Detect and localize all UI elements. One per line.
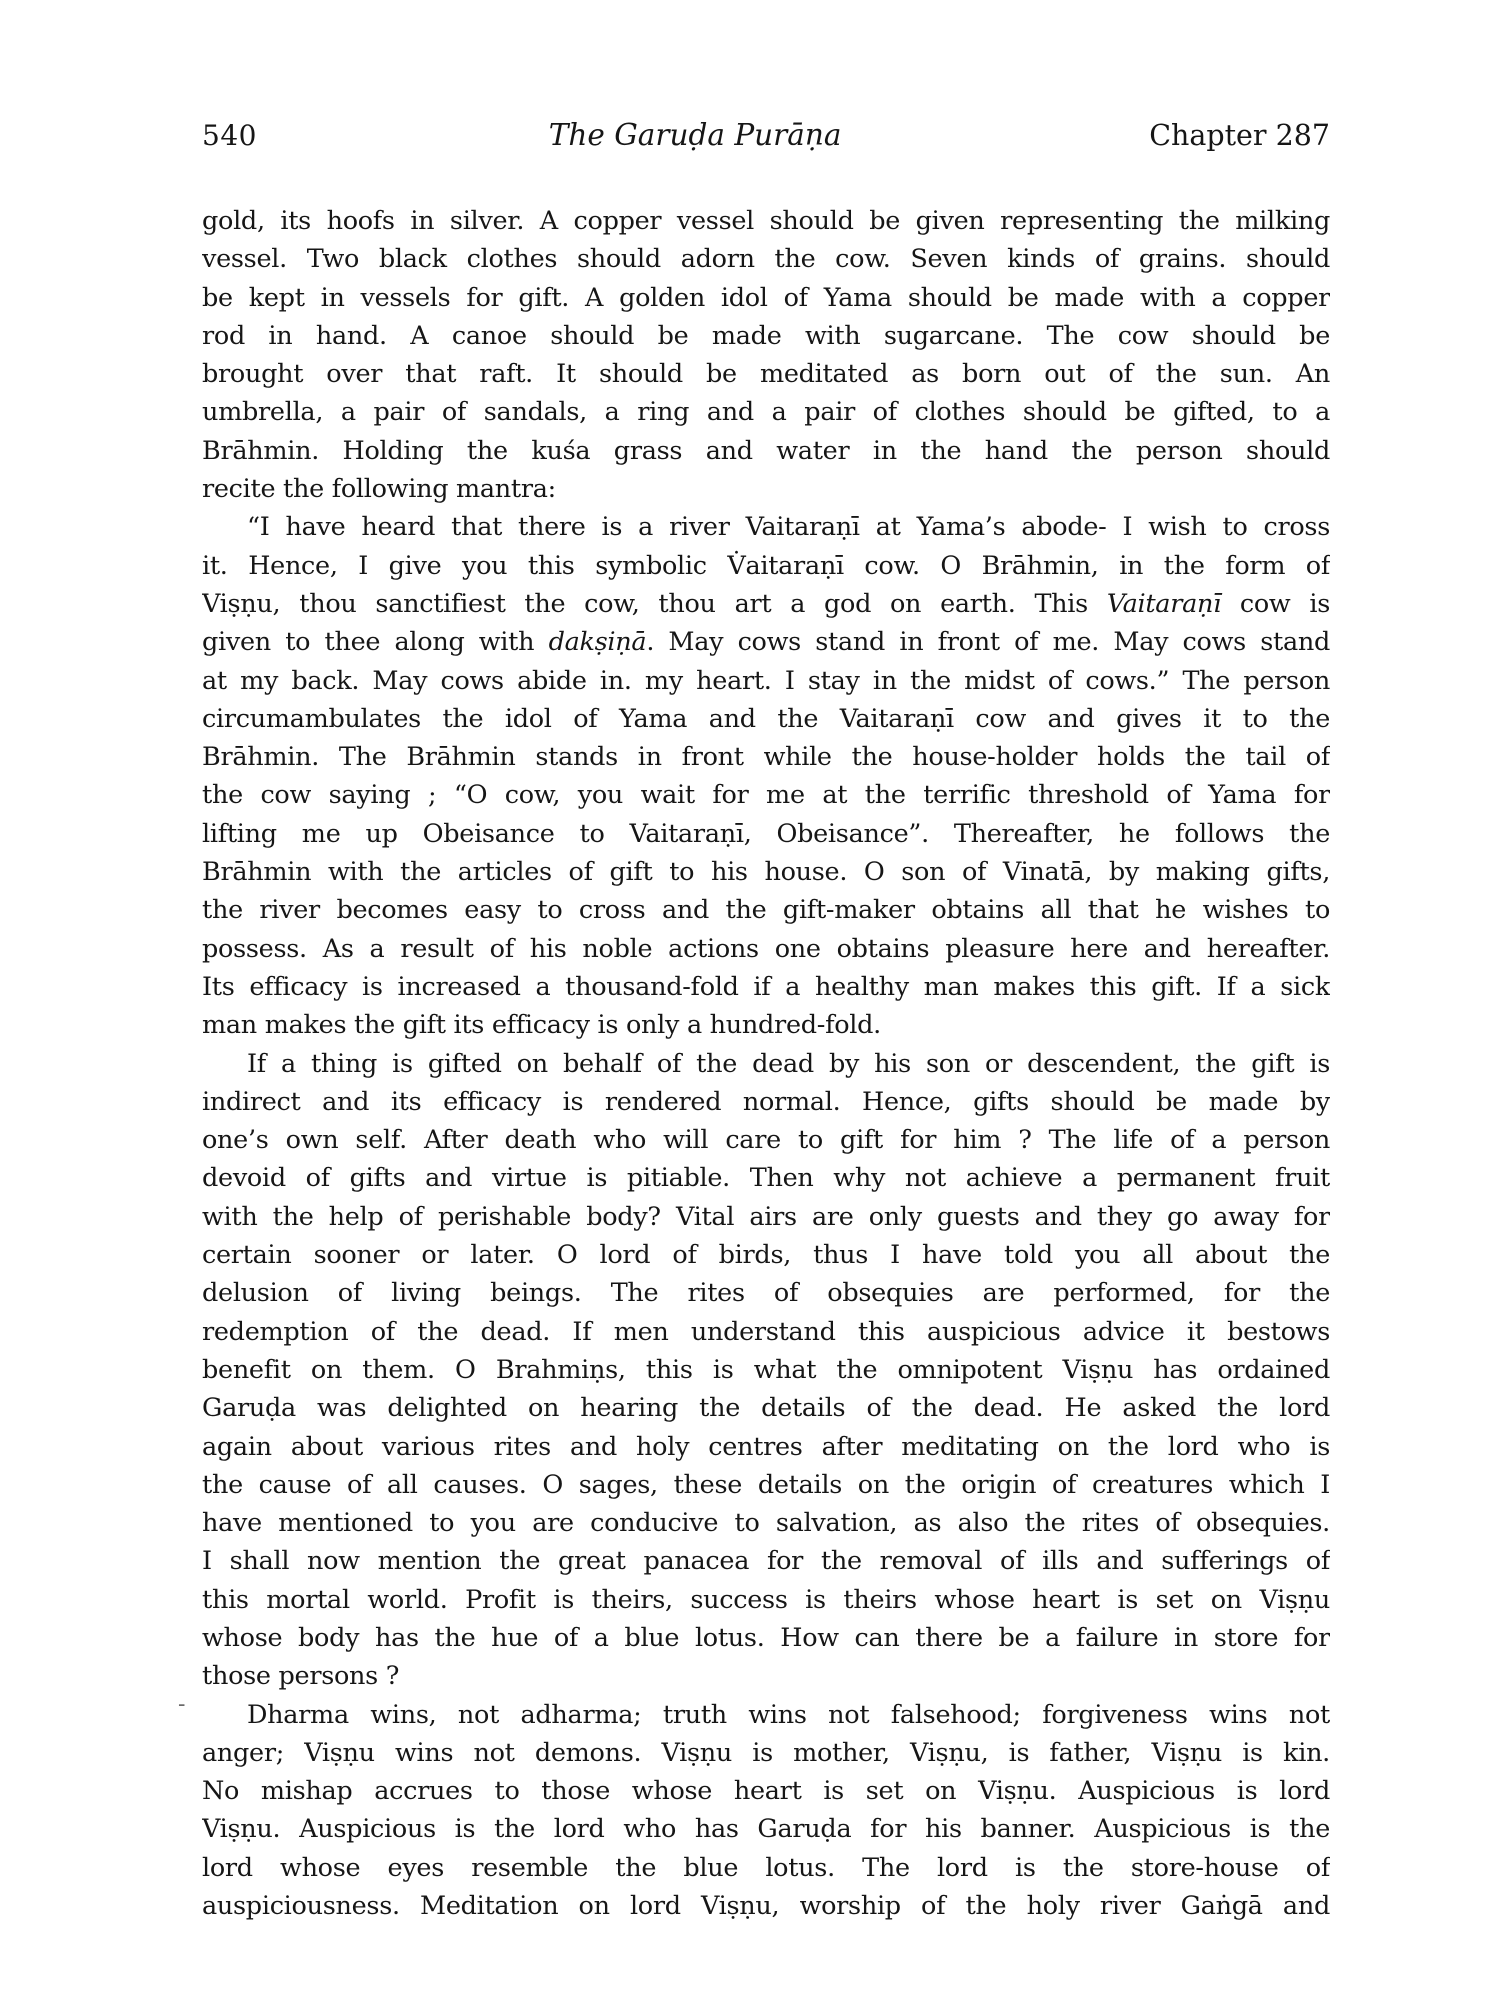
text-line: gold, its hoofs in silver. A copper vessel should be given representing the milking [202,206,1330,236]
text-line: auspiciousness. Meditation on lord Viṣṇu, worship of the holy river Gaṅgā and [202,1891,1330,1922]
text-line: Its efficacy is increased a thousand-fold if a healthy man makes this gift. If a sick [202,971,1330,1002]
text-line: delusion of living beings. The rites of obsequies are performed, for the [202,1278,1330,1309]
text-line: vessel. Two black clothes should adorn the cow. Seven kinds of grains. should [202,244,1330,275]
chapter-label: Chapter 287 [1149,119,1330,152]
text-line: whose body has the hue of a blue lotus. How can there be a failure in store for [202,1622,1330,1653]
text-line: circumambulates the idol of Yama and the Vaitaraṇī cow and gives it to the [202,703,1330,734]
text-line: Viṣṇu, thou sanctifiest the cow, thou art a god on earth. This Vaitaraṇī cow is [202,588,1330,619]
text-line: it. Hence, I give you this symbolic V̇aitaraṇī cow. O Brāhmin, in the form of [202,550,1330,581]
text-line: benefit on them. O Brahmiṇs, this is what the omnipotent Viṣṇu has ordained [202,1354,1330,1385]
text-line: given to thee along with dakṣiṇā. May cows stand in front of me. May cows stand [202,627,1330,658]
text-line: anger; Viṣṇu wins not demons. Viṣṇu is mother, Viṣṇu, is father, Viṣṇu is kin. [202,1737,1330,1768]
text-line: again about various rites and holy centres after meditating on the lord who is [202,1431,1330,1462]
page-header [202,118,1330,152]
text-line: I shall now mention the great panacea for the removal of ills and sufferings of [202,1546,1330,1577]
text-line: No mishap accrues to those whose heart is set on Viṣṇu. Auspicious is lord [202,1776,1330,1807]
text-line: with the help of perishable body? Vital airs are only guests and they go away for [202,1201,1330,1232]
page-number: 540 [202,119,257,152]
text-line: lord whose eyes resemble the blue lotus. The lord is the store-house of [202,1852,1330,1883]
text-line: brought over that raft. It should be meditated as born out of the sun. An [202,359,1330,390]
text-line: recite the following mantra: [202,474,556,505]
text-line: devoid of gifts and virtue is pitiable. Then why not achieve a permanent fruit [202,1163,1330,1194]
text-line: possess. As a result of his noble actions one obtains pleasure here and hereafter. [202,933,1330,964]
text-line: have mentioned to you are conducive to salvation, as also the rites of obsequies. [202,1508,1330,1539]
text-line: Viṣṇu. Auspicious is the lord who has Garuḍa for his banner. Auspicious is the [202,1814,1330,1845]
text-line: lifting me up Obeisance to Vaitaraṇī, Obeisance”. Thereafter, he follows the [202,818,1330,849]
text-line: redemption of the dead. If men understand this auspicious advice it bestows [202,1316,1330,1347]
text-line: Brāhmin. Holding the kuśa grass and water in the hand the person should [202,435,1330,466]
text-line: the cause of all causes. O sages, these details on the origin of creatures which I [202,1469,1330,1500]
text-line: If a thing is gifted on behalf of the dead by his son or descendent, the gift is [247,1048,1330,1079]
text-line: rod in hand. A canoe should be made with sugarcane. The cow should be [202,320,1330,351]
text-line: the cow saying ; “O cow, you wait for me at the terrific threshold of Yama for [202,780,1330,811]
text-line: umbrella, a pair of sandals, a ring and a pair of clothes should be gifted, to a [202,397,1330,428]
text-line: certain sooner or later. O lord of birds, thus I have told you all about the [202,1240,1330,1271]
text-line: the river becomes easy to cross and the gift-maker obtains all that he wishes to [202,895,1330,926]
running-title: The Garuḍa Purāṇa [548,118,842,152]
text-line: one’s own self. After death who will care to gift for him ? The life of a person [202,1125,1330,1156]
text-line: man makes the gift its efficacy is only a hundred-fold. [202,1010,881,1041]
text-line: Brāhmin with the articles of gift to his house. O son of Vinatā, by making gifts, [202,857,1330,888]
stray-mark: - [178,1692,186,1717]
text-line: at my back. May cows abide in. my heart. I stay in the midst of cows.” The person [202,665,1330,696]
text-line: “I have heard that there is a river Vaitaraṇī at Yama’s abode- I wish to cross [247,512,1330,543]
text-line: Brāhmin. The Brāhmin stands in front while the house-holder holds the tail of [202,742,1330,773]
body-text [202,202,1330,1925]
text-line: this mortal world. Profit is theirs, success is theirs whose heart is set on Viṣṇu [202,1584,1330,1615]
text-line: be kept in vessels for gift. A golden idol of Yama should be made with a copper [202,282,1330,313]
text-line: indirect and its efficacy is rendered normal. Hence, gifts should be made by [202,1086,1330,1117]
text-line: those persons ? [202,1661,400,1692]
text-line: Garuḍa was delighted on hearing the details of the dead. He asked the lord [202,1393,1330,1424]
text-line: Dharma wins, not adharma; truth wins not falsehood; forgiveness wins not [247,1699,1330,1730]
